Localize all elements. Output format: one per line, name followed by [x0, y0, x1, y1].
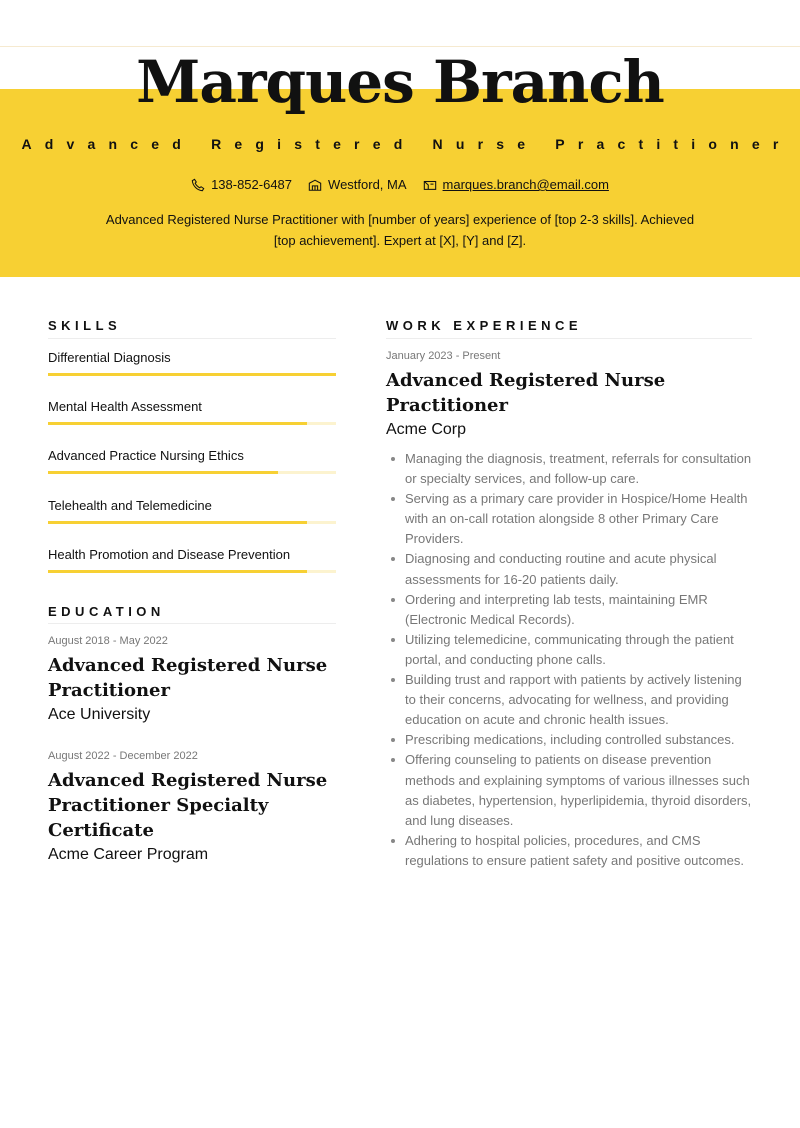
skill-bar-fill: [48, 422, 307, 425]
skill-bar: [48, 422, 336, 425]
candidate-name: Marques Branch: [136, 48, 664, 116]
work-experience-heading: WORK EXPERIENCE: [386, 318, 583, 333]
skill-item: [48, 349, 336, 376]
skill-bar: [48, 471, 336, 474]
list-item: Diagnosing and conducting routine and acute physical assessments for 16-20 patients daily.: [386, 549, 752, 589]
job-company: Acme Corp: [386, 421, 467, 438]
list-item: Ordering and interpreting lab tests, maintaining EMR (Electronic Medical Records).: [386, 590, 752, 630]
job-title: Advanced Registered Nurse Practitioner: [386, 370, 666, 416]
skill-item: [48, 398, 336, 425]
phone-icon: [191, 178, 205, 192]
skill-bar-fill: [48, 373, 336, 376]
email-link[interactable]: marques.branch@email.com: [442, 177, 609, 192]
skill-bar-fill: [48, 521, 307, 524]
skill-bar-fill: [48, 570, 307, 573]
skill-bar: [48, 521, 336, 524]
list-item: Prescribing medications, including controlled substances.: [386, 730, 752, 750]
education-heading: EDUCATION: [48, 604, 165, 619]
list-item: Utilizing telemedicine, communicating through the patient portal, and conducting phone calls.: [386, 630, 752, 670]
education-school: Ace University: [48, 706, 151, 723]
education-entry: [48, 634, 348, 726]
skill-label: Mental Health Assessment: [48, 399, 202, 414]
job-title-banner: Advanced Registered Nurse Practitioner: [21, 136, 792, 152]
summary-text: Advanced Registered Nurse Practitioner with [number of years] experience of [top 2-3 skills]. Achieved [top achievement]. Expert at [X], [Y] and [Z].: [105, 212, 695, 248]
skill-bar: [48, 373, 336, 376]
education-dates: August 2018 - May 2022: [48, 635, 168, 647]
skill-bar: [48, 570, 336, 573]
education-school: Acme Career Program: [48, 846, 209, 863]
job-dates: January 2023 - Present: [386, 350, 501, 362]
job-bullets: [386, 449, 752, 871]
skill-item: [48, 546, 336, 573]
contact-phone: [191, 176, 292, 194]
skills-heading: SKILLS: [48, 318, 122, 333]
contact-email[interactable]: [423, 176, 609, 194]
education-degree: Advanced Registered Nurse Practitioner Specialty Certificate: [48, 770, 328, 841]
work-experience-divider: [386, 338, 752, 339]
skill-label: Differential Diagnosis: [48, 350, 171, 365]
education-dates: August 2022 - December 2022: [48, 750, 198, 762]
location-icon: [308, 178, 322, 192]
skill-bar-fill: [48, 471, 278, 474]
skill-item: [48, 447, 336, 474]
education-divider: [48, 623, 336, 624]
email-icon: [423, 178, 437, 192]
contact-row: [0, 176, 800, 194]
list-item: Adhering to hospital policies, procedures, and CMS regulations to ensure patient safety and positive outcomes.: [386, 831, 752, 871]
contact-location: [308, 176, 407, 194]
skill-label: Health Promotion and Disease Prevention: [48, 547, 291, 562]
list-item: Serving as a primary care provider in Hospice/Home Health with an on-call rotation alongside 8 other Primary Care Providers.: [386, 489, 752, 549]
skill-item: [48, 497, 336, 524]
education-entry: [48, 749, 348, 866]
skill-label: Telehealth and Telemedicine: [48, 498, 212, 513]
list-item: Offering counseling to patients on disease prevention methods and explaining symptoms of various illnesses such as diabetes, hypertension, hyperlipidemia, thyroid disorders, and lung diseases.: [386, 750, 752, 830]
location-text: Westford, MA: [328, 177, 407, 192]
list-item: Managing the diagnosis, treatment, referrals for consultation or specialty services, and follow-up care.: [386, 449, 752, 489]
education-degree: Advanced Registered Nurse Practitioner: [48, 655, 328, 701]
list-item: Building trust and rapport with patients by actively listening to their concerns, advocating for wellness, and providing education on acute and chronic health issues.: [386, 670, 752, 730]
job-entry: [386, 349, 752, 871]
skill-label: Advanced Practice Nursing Ethics: [48, 448, 244, 463]
phone-number: 138-852-6487: [211, 177, 293, 192]
skills-divider: [48, 338, 336, 339]
